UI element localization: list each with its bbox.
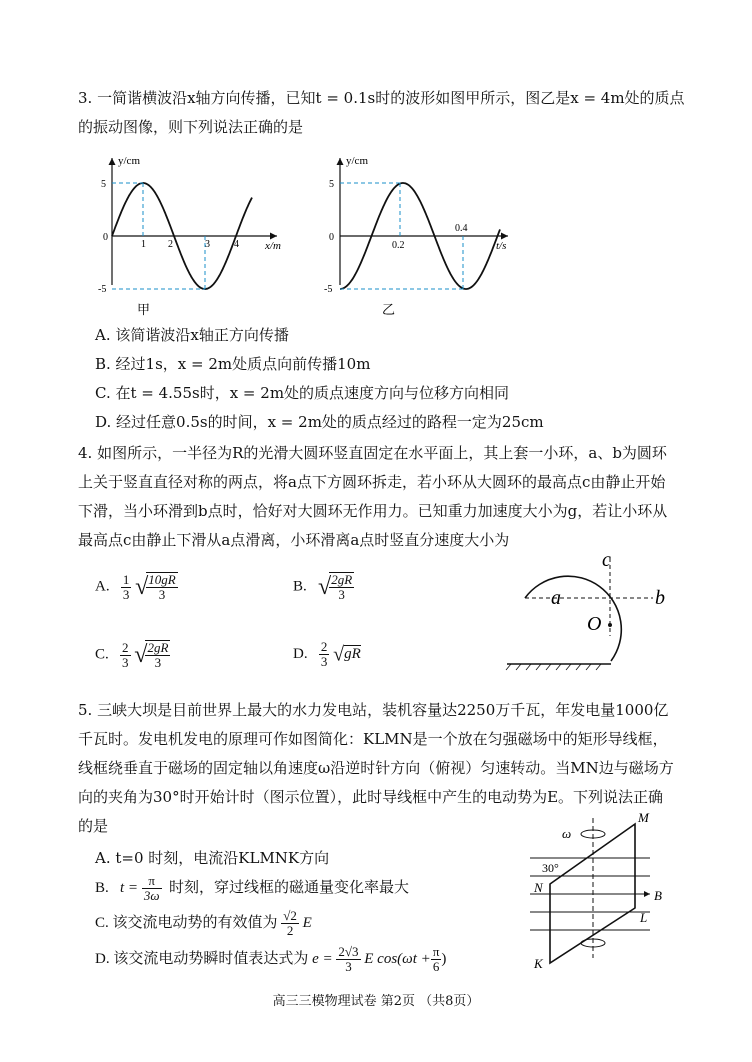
jia-xtick-3: 3	[205, 239, 210, 250]
q3-stem-line2: 的振动图像，则下列说法正确的是	[78, 118, 304, 136]
q5-option-d: D. 该交流电动势瞬时值表达式为 e = $\frac{2√3}{3}$ E cos(ωt + $\frac{\pi}{6}$ )	[95, 944, 447, 974]
yi-label: 乙	[382, 302, 396, 317]
q3-option-d: D. 经过任意0.5s的时间，x = 2m处的质点经过的路程一定为25cm	[95, 413, 544, 431]
q4-label-b: b	[655, 587, 665, 609]
jia-ytick-5: 5	[101, 179, 106, 190]
q4-option-d: D. $\frac{2}{3}$ √gR	[293, 639, 361, 669]
q4-stem-line3: 下滑，当小环滑到b点时，恰好对大圆环无作用力。已知重力加速度大小为g，若让小环从	[78, 502, 668, 520]
q4-stem-line2: 上关于竖直直径对称的两点，将a点下方圆环拆走，若小环从大圆环的最高点c由静止开始	[78, 473, 666, 491]
q4-label-o: O	[587, 613, 602, 635]
jia-xtick-4: 4	[234, 239, 239, 250]
jia-ytick-0: 0	[103, 232, 108, 243]
q5-stem-line5: 的是	[78, 817, 109, 835]
yi-ytick-m5: -5	[324, 284, 333, 295]
jia-label: 甲	[137, 302, 151, 317]
q3-option-c: C. 在t = 4.55s时，x = 2m处的质点速度方向与位移方向相同	[95, 384, 510, 402]
q4-stem-line1: 4. 如图所示，一半径为R的光滑大圆环竖直固定在水平面上，其上套一小环，a、b为圆环	[78, 444, 667, 462]
q5-label-m: M	[638, 810, 649, 825]
yi-xlabel: t/s	[496, 240, 507, 252]
q4-label-c: c	[602, 550, 611, 571]
q5-option-b: B. t = $\frac{\pi}{3\omega}$ 时刻，穿过线框的磁通量变化率最大	[95, 873, 410, 903]
q3-option-b: B. 经过1s，x = 2m处质点向前传播10m	[95, 355, 371, 373]
q5-label-omega: ω	[562, 826, 572, 841]
jia-xtick-2: 2	[168, 239, 173, 250]
jia-ylabel: y/cm	[118, 155, 140, 167]
q4-option-b: B. √ $\frac{2gR}{3}$	[293, 572, 353, 602]
yi-ytick-5: 5	[329, 179, 334, 190]
q3-option-a: A. 该简谐波沿x轴正方向传播	[95, 326, 289, 344]
q4-ring-diagram	[505, 550, 680, 672]
yi-xtick-02: 0.2	[392, 240, 405, 251]
q5-label-k: K	[534, 956, 543, 971]
jia-xtick-1: 1	[141, 239, 146, 250]
q5-option-c: C. 该交流电动势的有效值为 $\frac{√2}{2}$ E	[95, 908, 312, 938]
q5-stem-line2: 千瓦时。发电机发电的原理可作如图简化：KLMN是一个放在匀强磁场中的矩形导线框，	[78, 730, 668, 748]
q4-option-a: A. $\frac{1}{3}$ √ $\frac{10gR}{3}$	[95, 571, 176, 602]
q5-stem-line4: 向的夹角为30°时开始计时（图示位置），此时导线框中产生的电动势为E。下列说法正确	[78, 788, 664, 806]
q5-stem-line1: 5. 三峡大坝是目前世界上最大的水力发电站，装机容量达2250万千瓦，年发电量1000亿	[78, 701, 669, 719]
q3-stem-line1: 3. 一简谐横波沿x轴方向传播，已知t = 0.1s时的波形如图甲所示，图乙是x = 4m处的质点	[78, 89, 685, 107]
q5-label-l: L	[640, 910, 648, 925]
q5-generator-diagram	[520, 808, 680, 973]
jia-xlabel: x/m	[265, 240, 281, 252]
q5-option-a: A. t=0 时刻，电流沿KLMNK方向	[95, 849, 330, 867]
jia-ytick-m5: -5	[98, 284, 107, 295]
q4-label-a: a	[551, 587, 561, 609]
q4-option-c: C. $\frac{2}{3}$ √ $\frac{2gR}{3}$	[95, 639, 169, 670]
q5-label-angle: 30°	[542, 861, 559, 875]
yi-ytick-0: 0	[329, 232, 334, 243]
q5-stem-line3: 线框绕垂直于磁场的固定轴以角速度ω沿逆时针方向（俯视）匀速转动。当MN边与磁场方	[78, 759, 674, 777]
q4-stem-line4: 最高点c由静止下滑从a点滑离，小环滑离a点时竖直分速度大小为	[78, 531, 510, 549]
q3-vibration-graph-yi	[318, 150, 528, 320]
yi-ylabel: y/cm	[346, 155, 368, 167]
yi-xtick-04: 0.4	[455, 223, 468, 234]
q3-wave-graph-jia	[95, 150, 295, 320]
q5-label-b: B	[654, 888, 662, 903]
page-footer: 高三三模物理试卷 第2页 （共8页）	[272, 994, 480, 1009]
q5-label-n: N	[534, 880, 543, 895]
